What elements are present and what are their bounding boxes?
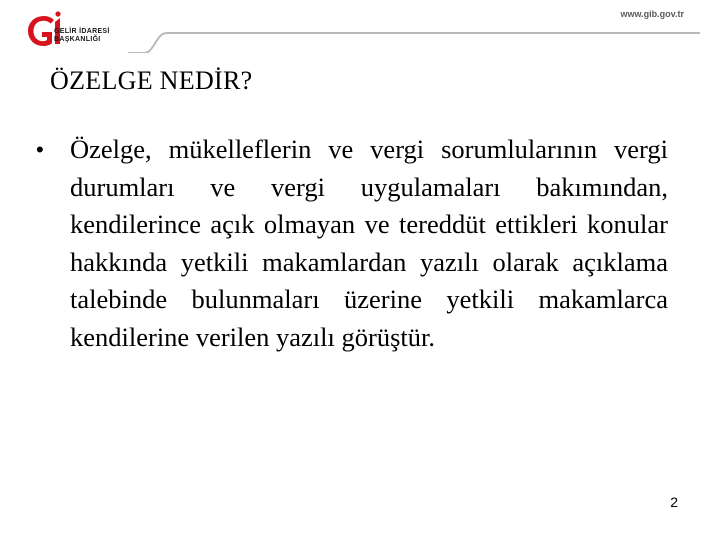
page-number: 2 bbox=[670, 494, 678, 510]
bullet-marker: • bbox=[36, 137, 44, 162]
logo-line-1: GELİR İDARESİ bbox=[54, 28, 110, 35]
header-rule bbox=[128, 21, 700, 53]
site-url[interactable]: www.gib.gov.tr bbox=[620, 9, 684, 19]
slide-title: ÖZELGE NEDİR? bbox=[50, 66, 253, 95]
logo-wordmark bbox=[54, 28, 110, 44]
bullet-item bbox=[36, 131, 668, 356]
logo-line-2: BAŞKANLIĞI bbox=[54, 36, 101, 43]
bullet-text: Özelge, mükelleflerin ve vergi sorumlularının vergi durumları ve vergi uygulamaları bakımından, kendilerince açık olmayan ve tereddüt ettikleri konular hakkında yetkili makamlardan yazılı olarak açıklama talebinde bulunmaları üzerine yetkili makamlarca kendilerine verilen yazılı görüştür. bbox=[70, 134, 668, 352]
